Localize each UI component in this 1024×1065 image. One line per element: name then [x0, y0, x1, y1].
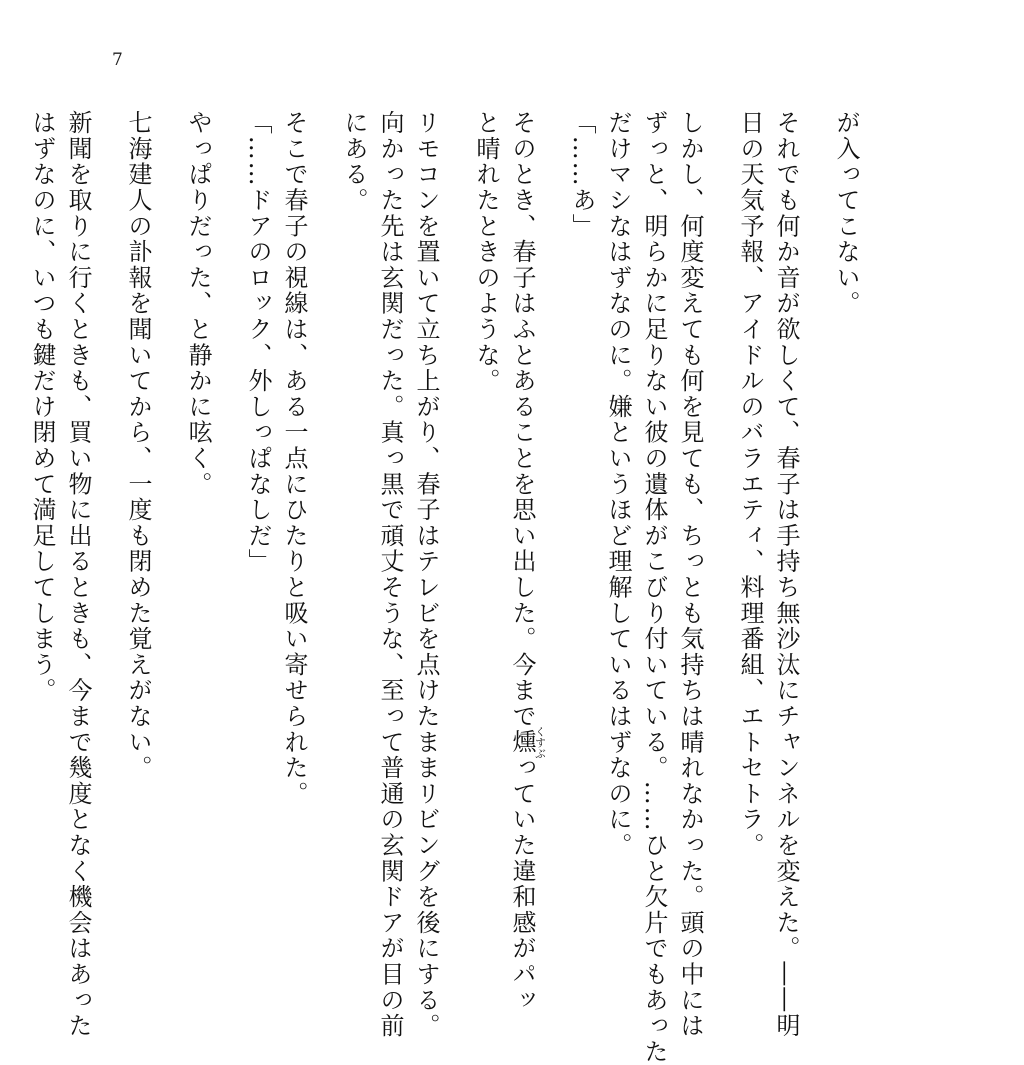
text-line: 新聞を取りに行くときも、買い物に出るときも、今まで幾度となく機会はあった — [64, 110, 92, 1039]
text-line — [0, 110, 24, 940]
text-line-with-ruby — [504, 110, 564, 1014]
text-line: 七海建人の訃報を聞いてから、一度も閉めた覚えがない。 — [124, 110, 152, 781]
text-segment: そのとき、春子はふとあることを思い出した。今まで — [508, 110, 536, 730]
text-line: と晴れたときのような。 — [472, 110, 500, 394]
text-line: それでも何か音が欲しくて、春子は手持ち無沙汰にチャンネルを変えた。――明 — [772, 110, 800, 1039]
text-line: にある。 — [340, 110, 368, 214]
text-line: やっぱりだった、と静かに呟く。 — [184, 110, 212, 497]
text-line: 向かった先は玄関だった。真っ黒で頑丈そうな、至って普通の玄関ドアが目の前 — [376, 110, 404, 1039]
text-line: そこで春子の視線は、ある一点にひたりと吸い寄せられた。 — [280, 110, 308, 807]
text-line: リモコンを置いて立ち上がり、春子はテレビを点けたままリビングを後にする。 — [412, 110, 440, 1039]
dialogue-line: 「……あ」 — [568, 110, 596, 239]
ruby-base: 燻 — [508, 725, 536, 759]
text-line: 日の天気予報、アイドルのバラエティ、料理番組、エトセトラ。 — [736, 110, 764, 859]
ruby-annotation — [508, 725, 547, 759]
text-line: が入ってこない。 — [832, 110, 860, 317]
text-line: ずっと、明らかに足りない彼の遺体がこびり付いている。……ひと欠片でもあった — [640, 110, 668, 1065]
text-line: だけマシなはずなのに。嫌というほど理解しているはずなのに。 — [604, 110, 632, 859]
text-segment: っていた違和感がパッ — [508, 755, 536, 1014]
dialogue-line: 「……ドアのロック、外しっぱなしだ」 — [244, 110, 272, 575]
text-line: はずなのに、いつも鍵だけ閉めて満足してしまう。 — [28, 110, 56, 704]
text-line: しかし、何度変えても何を見ても、ちっとも気持ちは晴れなかった。頭の中には — [676, 110, 704, 1039]
vertical-body-text — [0, 110, 864, 1065]
page-number: 7 — [112, 50, 123, 70]
ruby-reading: くすぶ — [533, 725, 547, 759]
